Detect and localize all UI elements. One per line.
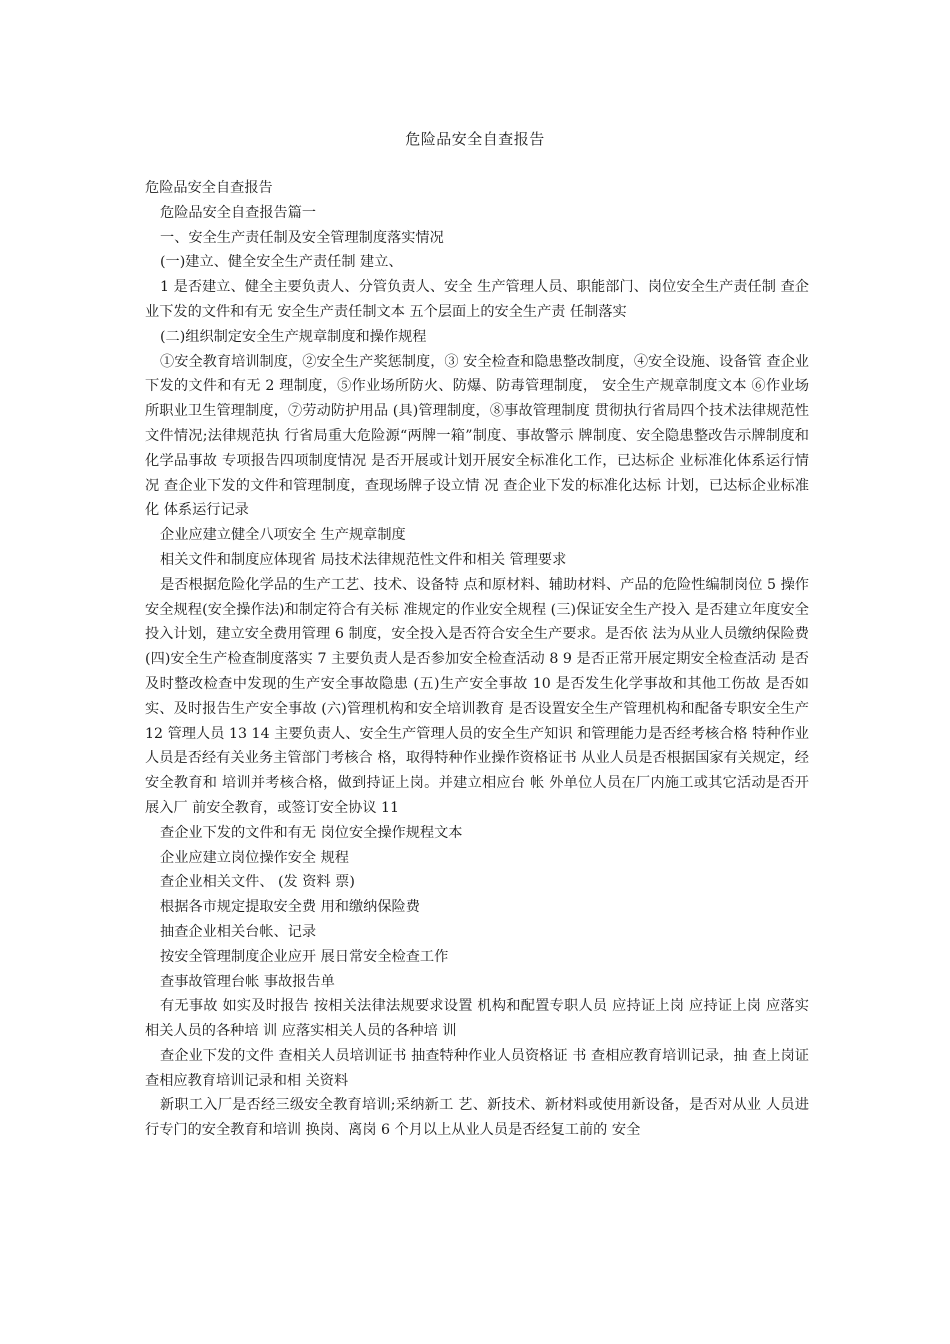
body-paragraph: 按安全管理制度企业应开 展日常安全检查工作 [160,948,449,965]
body-paragraph: 新职工入厂是否经三级安全教育培训;采纳新工 艺、新技术、新材料或使用新设备，是否对从业 人员进行专门的安全教育和培训 换岗、离岗 6 个月以上从业人员是否经复工前的 安全 [145,1097,809,1139]
body-paragraph: 查事故管理台帐 事故报告单 [160,973,335,990]
body-paragraph: 有无事故 如实及时报告 按相关法律法规要求设置 机构和配置专职人员 应持证上岗 应持证上岗 应落实相关人员的各种培 训 应落实相关人员的各种培 训 [145,998,809,1040]
body-paragraph: 查企业下发的文件 查相关人员培训证书 抽查特种作业人员资格证 书 查相应教育培训记录，抽 查上岗证 查相应教育培训记录和相 关资料 [145,1047,809,1089]
body-paragraph: 危险品安全自查报告 [145,180,273,196]
document-body [145,176,809,1143]
body-paragraph: 企业应建立健全八项安全 生产规章制度 [160,527,406,544]
body-paragraph: ①安全教育培训制度，②安全生产奖惩制度，③ 安全检查和隐患整改制度，④安全设施、设备管 查企业下发的文件和有无 2 理制度，⑤作业场所防火、防爆、防毒管理制度， 安全生产规章制度文本 ⑥作业场所职业卫生管理制度，⑦劳动防护用品 (具)管理制度，⑧事故管理制度 贯彻执行省局四个技术法律规范性文件情况;法律规范执 行省局重大危险源“两牌一箱”制度、事故警示 牌制度、安全隐患整改告示牌制度和化学品事故 专项报告四项制度情况 是否开展或计划开展安全标准化工作，已达标企 业标准化体系运行情况 查企业下发的文件和管理制度，查现场牌子设立情 况 查企业下发的标准化达标 计划，已达标企业标准化 体系运行记录 [145,353,809,519]
body-paragraph: 危险品安全自查报告篇一 [160,204,317,221]
body-paragraph: 1 是否建立、健全主要负责人、分管负责人、安全 生产管理人员、职能部门、岗位安全生产责任制 查企业下发的文件和有无 安全生产责任制文本 五个层面上的安全生产责 任制落实 [145,279,809,320]
body-paragraph: 企业应建立岗位操作安全 规程 [160,849,349,866]
body-paragraph: 一、安全生产责任制及安全管理制度落实情况 [160,229,444,246]
body-paragraph: 根据各市规定提取安全费 用和缴纳保险费 [160,899,420,916]
body-paragraph: 查企业下发的文件和有无 岗位安全操作规程文本 [160,824,463,841]
document-title: 危险品安全自查报告 [405,130,545,148]
body-paragraph: 查企业相关文件、 (发 资料 票) [160,874,355,891]
body-paragraph: 相关文件和制度应体现省 局技术法律规范性文件和相关 管理要求 [160,551,567,568]
body-paragraph: 抽查企业相关台帐、记录 [160,923,317,940]
body-paragraph: (二)组织制定安全生产规章制度和操作规程 [160,328,427,345]
body-paragraph: 是否根据危险化学品的生产工艺、技术、设备特 点和原材料、辅助材料、产品的危险性编制岗位 5 操作安全规程(安全操作法)和制定符合有关标 准规定的作业安全规程 (三)保证安全生产投入 是否建立年度安全投入计划，建立安全费用管理 6 制度，安全投入是否符合安全生产要求。是否依 法为从业人员缴纳保险费 (四)安全生产检查制度落实 7 主要负责人是否参加安全检查活动 8 9 是否正常开展定期安全检查活动 是否及时整改检查中发现的生产安全事故隐患 (五)生产安全事故 10 是否发生化学事故和其他工伤故 是否如实、及时报告生产安全事故 (六)管理机构和安全培训教育 是否设置安全生产管理机构和配备专职安全生产 12 管理人员 13 14 主要负责人、安全生产管理人员的安全生产知识 和管理能力是否经考核合格 特种作业人员是否经有关业务主管部门考核合 格，取得特种作业操作资格证书 从业人员是否根据国家有关规定，经安全教育和 培训并考核合格，做到持证上岗。并建立相应台 帐 外单位人员在厂内施工或其它活动是否开展入厂 前安全教育，或签订安全协议 11 [145,576,809,816]
body-paragraph: (一)建立、健全安全生产责任制 建立、 [160,254,403,271]
